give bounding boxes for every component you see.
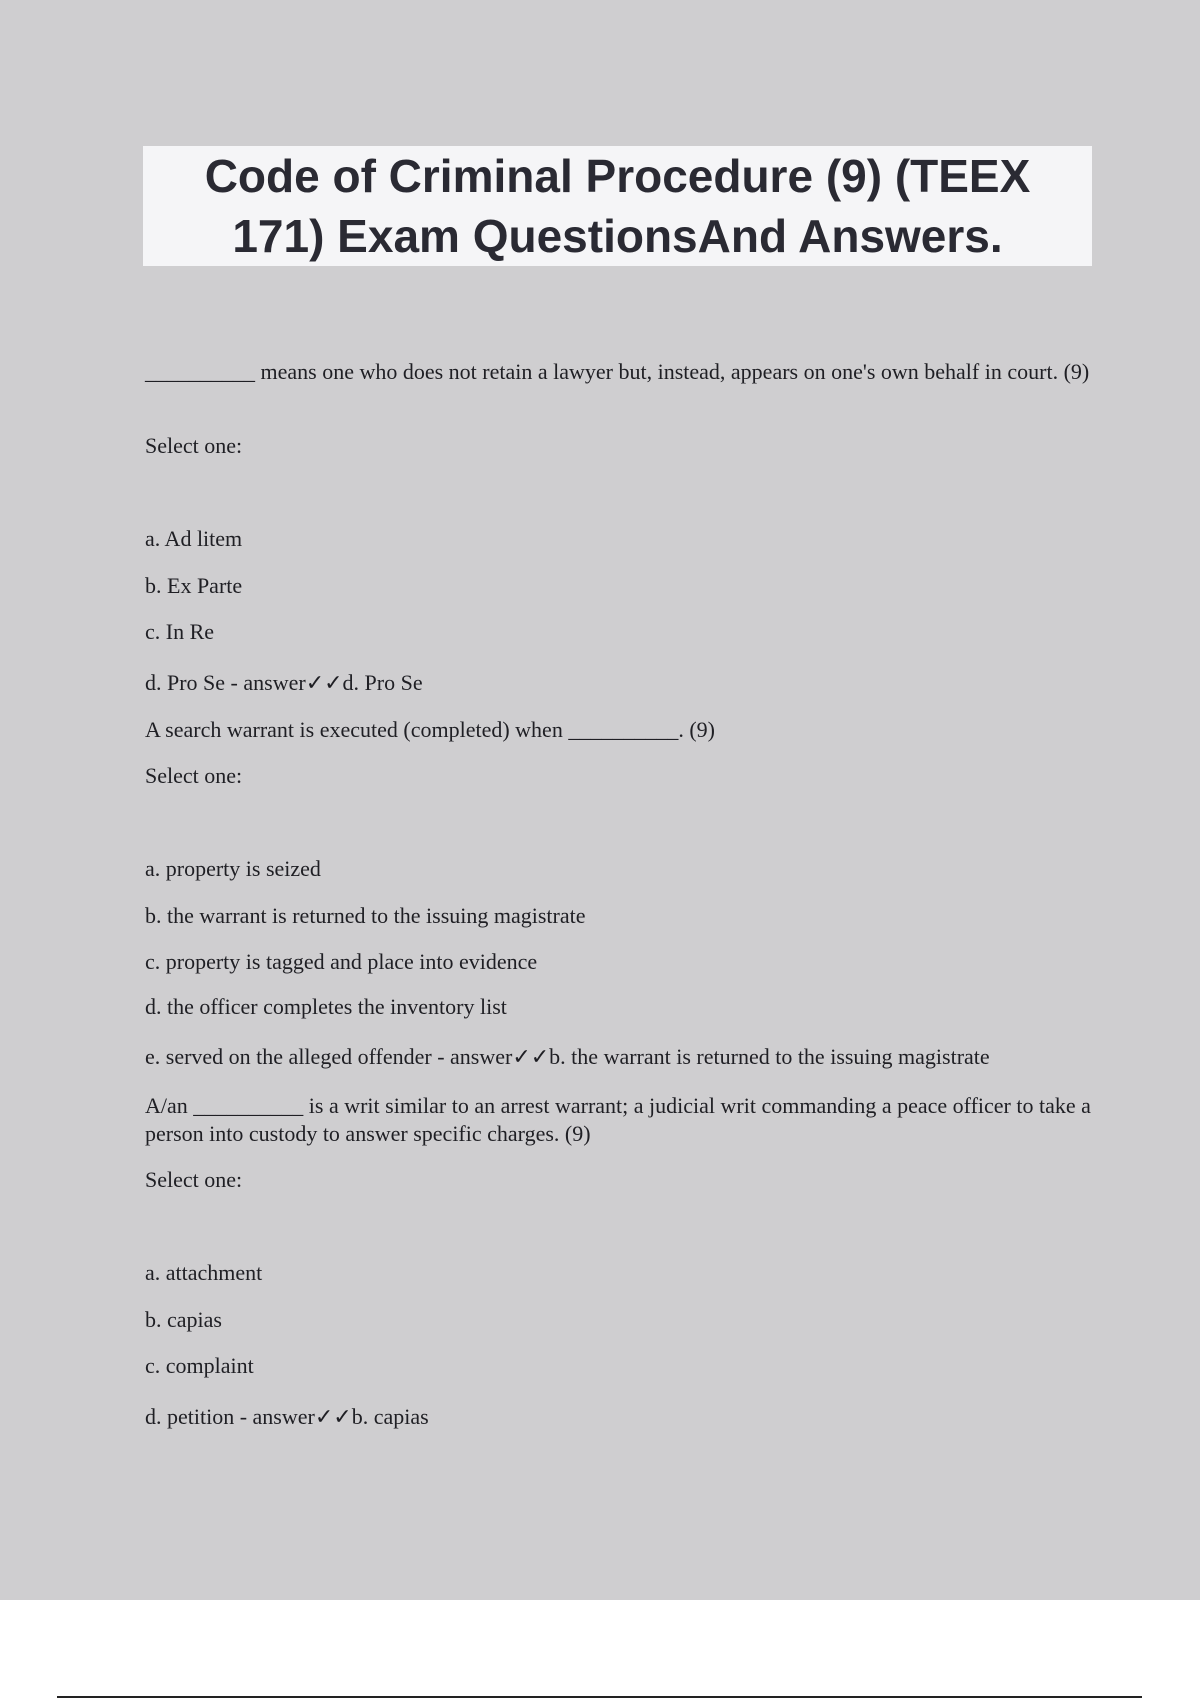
question-1-option-c: c. In Re <box>145 619 215 644</box>
question-1-stem: __________ means one who does not retain a lawyer but, instead, appears on one's own behalf in court. (9) <box>145 359 1090 384</box>
question-2-stem: A search warrant is executed (completed) when __________. (9) <box>145 717 715 742</box>
question-2-option-c: c. property is tagged and place into evidence <box>145 949 538 974</box>
question-2-option-b: b. the warrant is returned to the issuing magistrate <box>145 903 586 928</box>
question-2-option-a: a. property is seized <box>145 856 321 881</box>
document-title: Code of Criminal Procedure (9) (TEEX 171) Exam QuestionsAnd Answers. <box>204 150 1031 262</box>
question-3-option-d-answer: d. petition - answer✓✓b. capias <box>145 1404 429 1429</box>
question-3-option-a: a. attachment <box>145 1260 263 1285</box>
question-3-option-c: c. complaint <box>145 1353 254 1378</box>
question-1-option-a: a. Ad litem <box>145 526 243 551</box>
question-2-option-d: d. the officer completes the inventory list <box>145 994 507 1019</box>
question-3-stem: A/an __________ is a writ similar to an arrest warrant; a judicial writ commanding a peace officer to take a person into custody to answer specific charges. (9) <box>145 1093 1091 1146</box>
title-box <box>143 146 1092 266</box>
question-2-option-e-answer: e. served on the alleged offender - answer✓✓b. the warrant is returned to the issuing magistrate <box>145 1044 990 1069</box>
footer-divider <box>57 1696 1142 1698</box>
question-1-option-b: b. Ex Parte <box>145 573 243 598</box>
question-1-prompt: Select one: <box>145 433 243 458</box>
question-3-option-b: b. capias <box>145 1307 222 1332</box>
question-1-option-d-answer: d. Pro Se - answer✓✓d. Pro Se <box>145 670 423 695</box>
question-3-prompt: Select one: <box>145 1167 243 1192</box>
question-2-prompt: Select one: <box>145 763 243 788</box>
